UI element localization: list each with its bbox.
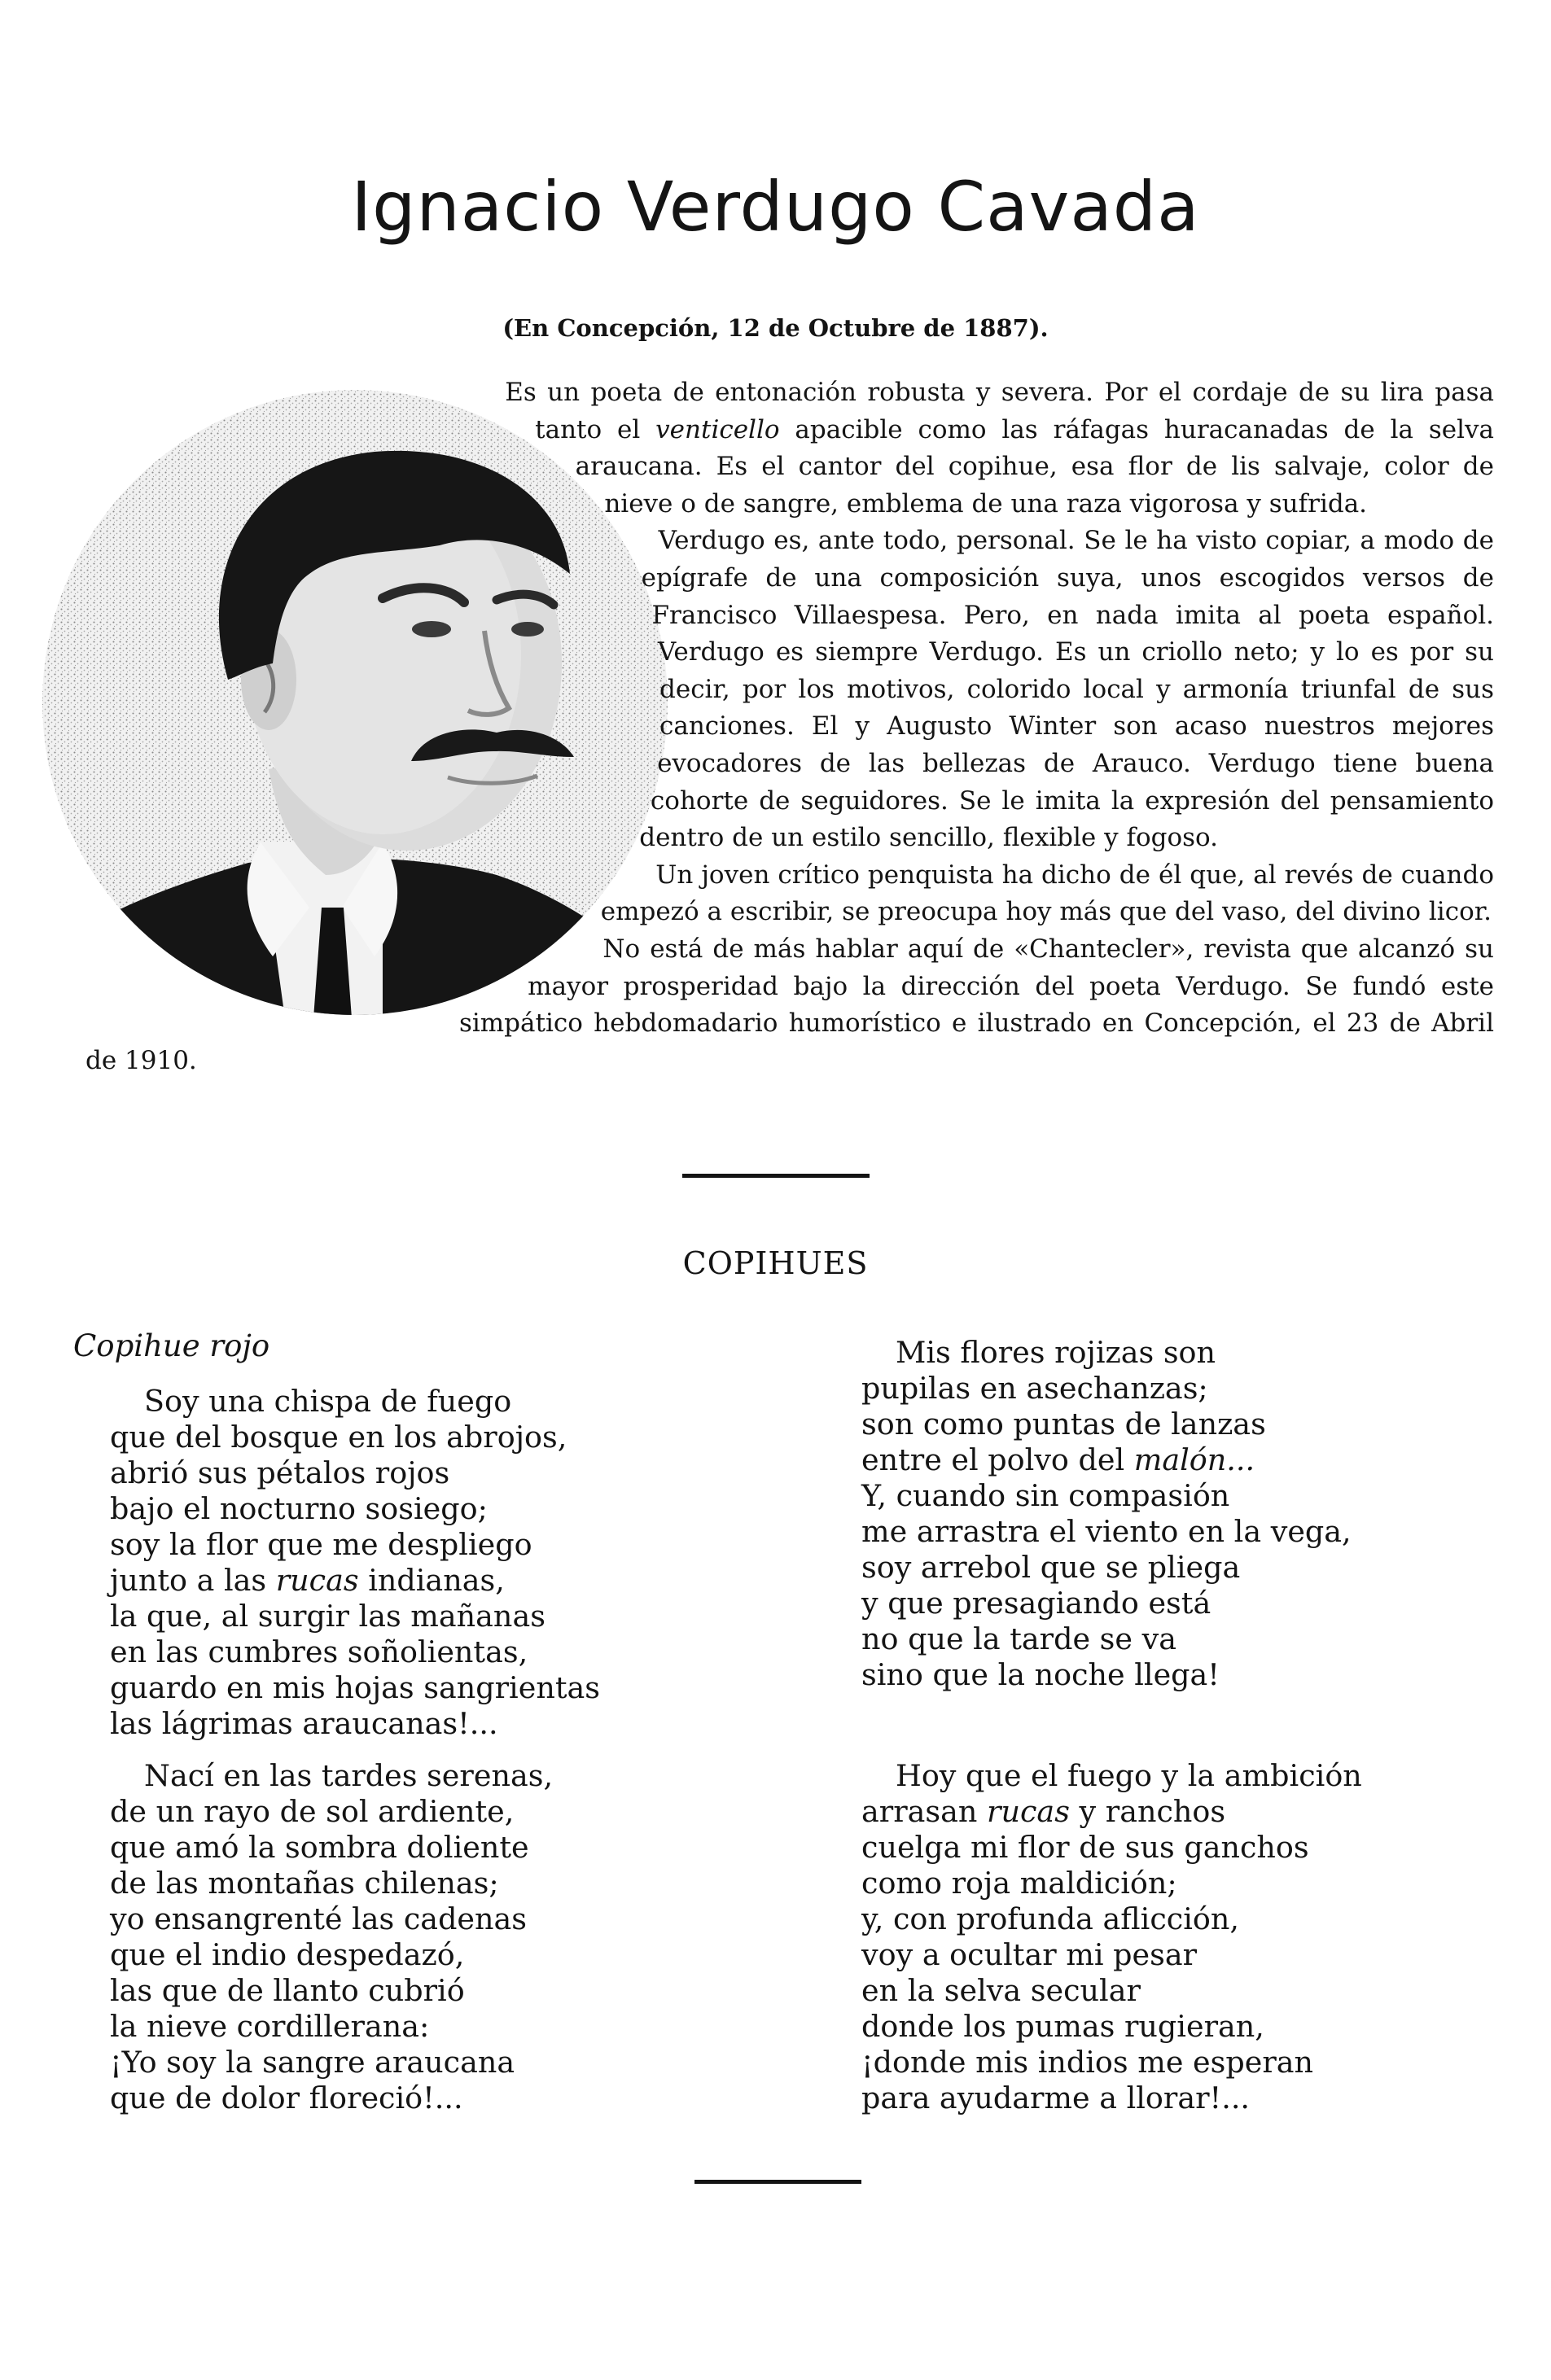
poem-line: sino que la noche llega!: [861, 1657, 1220, 1692]
poem-line: en las cumbres soñolientas,: [110, 1634, 528, 1669]
poem-heading: Copihue rojo: [73, 1328, 270, 1363]
bio-paragraph-4: No está de más hablar aquí de «Chantecler», revista que alcanzó su mayor prosperidad bajo la dirección del poeta Verdugo. Se fundó este simpático hebdomadario humorístico e ilustrado en Concepción, el 23 de Abril de 1910.: [85, 934, 1494, 1075]
poem-line: arrasan rucas y ranchos: [861, 1794, 1226, 1829]
poem-line: soy la flor que me despliego: [110, 1527, 532, 1562]
poem-line: donde los pumas rugieran,: [861, 2009, 1264, 2044]
poem-line: las que de llanto cubrió: [110, 1973, 465, 2008]
poem-line: como roja maldición;: [861, 1866, 1177, 1901]
poem-line: guardo en mis hojas sangrientas: [110, 1670, 601, 1705]
biography: [85, 374, 1494, 1079]
page-title: Ignacio Verdugo Cavada: [351, 167, 1200, 247]
poem-line: yo ensangrenté las cadenas: [110, 1901, 528, 1936]
bio-paragraph-2: Verdugo es, ante todo, personal. Se le ha visto copiar, a modo de epígrafe de una composición suya, unos escogidos versos de Francisco Villaespesa. Pero, en nada imita al poeta español. Verdugo es siempre Verdugo. Es un criollo neto; y lo es por su decir, por los motivos, colorido local y armonía triunfal de sus canciones. El y Augusto Winter son acaso nuestros mejores evocadores de las bellezas de Arauco. Verdugo tiene buena cohorte de seguidores. Se le imita la expresión del pensamiento dentro de un estilo sencillo, flexible y fogoso.: [639, 526, 1494, 853]
poem-line: voy a ocultar mi pesar: [861, 1937, 1198, 1972]
poem-line: me arrastra el viento en la vega,: [861, 1514, 1352, 1549]
poem-line: entre el polvo del malón...: [861, 1442, 1255, 1477]
poem-line: son como puntas de lanzas: [861, 1407, 1266, 1442]
poem-line: no que la tarde se va: [861, 1621, 1176, 1656]
poem-line: abrió sus pétalos rojos: [110, 1455, 450, 1490]
poem-line: de las montañas chilenas;: [110, 1866, 499, 1901]
poem-line: para ayudarme a llorar!...: [861, 2080, 1251, 2115]
poem-stanza: [861, 1758, 1362, 2116]
bio-paragraph-1: Es un poeta de entonación robusta y severa. Por el cordaje de su lira pasa tanto el venticello apacible como las ráfagas huracanadas de la selva araucana. Es el cantor del copihue, esa flor de lis salvaje, color de nieve o de sangre, emblema de una raza vigorosa y sufrida.: [505, 378, 1494, 518]
birth-date-subtitle: (En Concepción, 12 de Octubre de 1887).: [502, 314, 1049, 342]
poem-line: y, con profunda aflicción,: [861, 1901, 1239, 1936]
section-title: COPIHUES: [682, 1245, 869, 1281]
poem-line: y que presagiando está: [861, 1586, 1211, 1621]
poem-line: Hoy que el fuego y la ambición: [896, 1758, 1362, 1793]
bio-paragraph-3: Un joven crítico penquista ha dicho de él que, al revés de cuando empezó a escribir, se preocupa hoy más que del vaso, del divino licor.: [600, 860, 1494, 927]
poem-line: pupilas en asechanzas;: [861, 1371, 1208, 1406]
poem-line: Soy una chispa de fuego: [144, 1384, 512, 1419]
poem-line: en la selva secular: [861, 1973, 1141, 2008]
divider: [694, 2180, 861, 2184]
poem-line: ¡donde mis indios me esperan: [861, 2045, 1314, 2080]
poem-line: bajo el nocturno sosiego;: [110, 1491, 488, 1526]
poem-line: que el indio despedazó,: [110, 1937, 465, 1972]
poem-line: soy arrebol que se pliega: [861, 1550, 1241, 1585]
poem-line: cuelga mi flor de sus ganchos: [861, 1830, 1309, 1865]
poem-stanza: [110, 1758, 553, 2116]
poem-line: Nací en las tardes serenas,: [144, 1758, 554, 1793]
poem-line: que del bosque en los abrojos,: [110, 1420, 567, 1455]
poem-line: Mis flores rojizas son: [896, 1335, 1216, 1370]
poem-line: las lágrimas araucanas!...: [110, 1706, 498, 1741]
poem-line: la que, al surgir las mañanas: [110, 1599, 545, 1634]
poem-stanza: [110, 1384, 600, 1742]
poem-line: de un rayo de sol ardiente,: [110, 1794, 515, 1829]
poem-line: Y, cuando sin compasión: [861, 1478, 1230, 1513]
divider: [682, 1174, 870, 1178]
poem-line: junto a las rucas indianas,: [110, 1563, 505, 1598]
poem-line: que de dolor floreció!...: [110, 2080, 463, 2115]
poem-line: la nieve cordillerana:: [110, 2009, 430, 2044]
poem-line: ¡Yo soy la sangre araucana: [110, 2045, 515, 2080]
poem-stanza: [861, 1335, 1352, 1693]
poem-line: que amó la sombra doliente: [110, 1830, 529, 1865]
